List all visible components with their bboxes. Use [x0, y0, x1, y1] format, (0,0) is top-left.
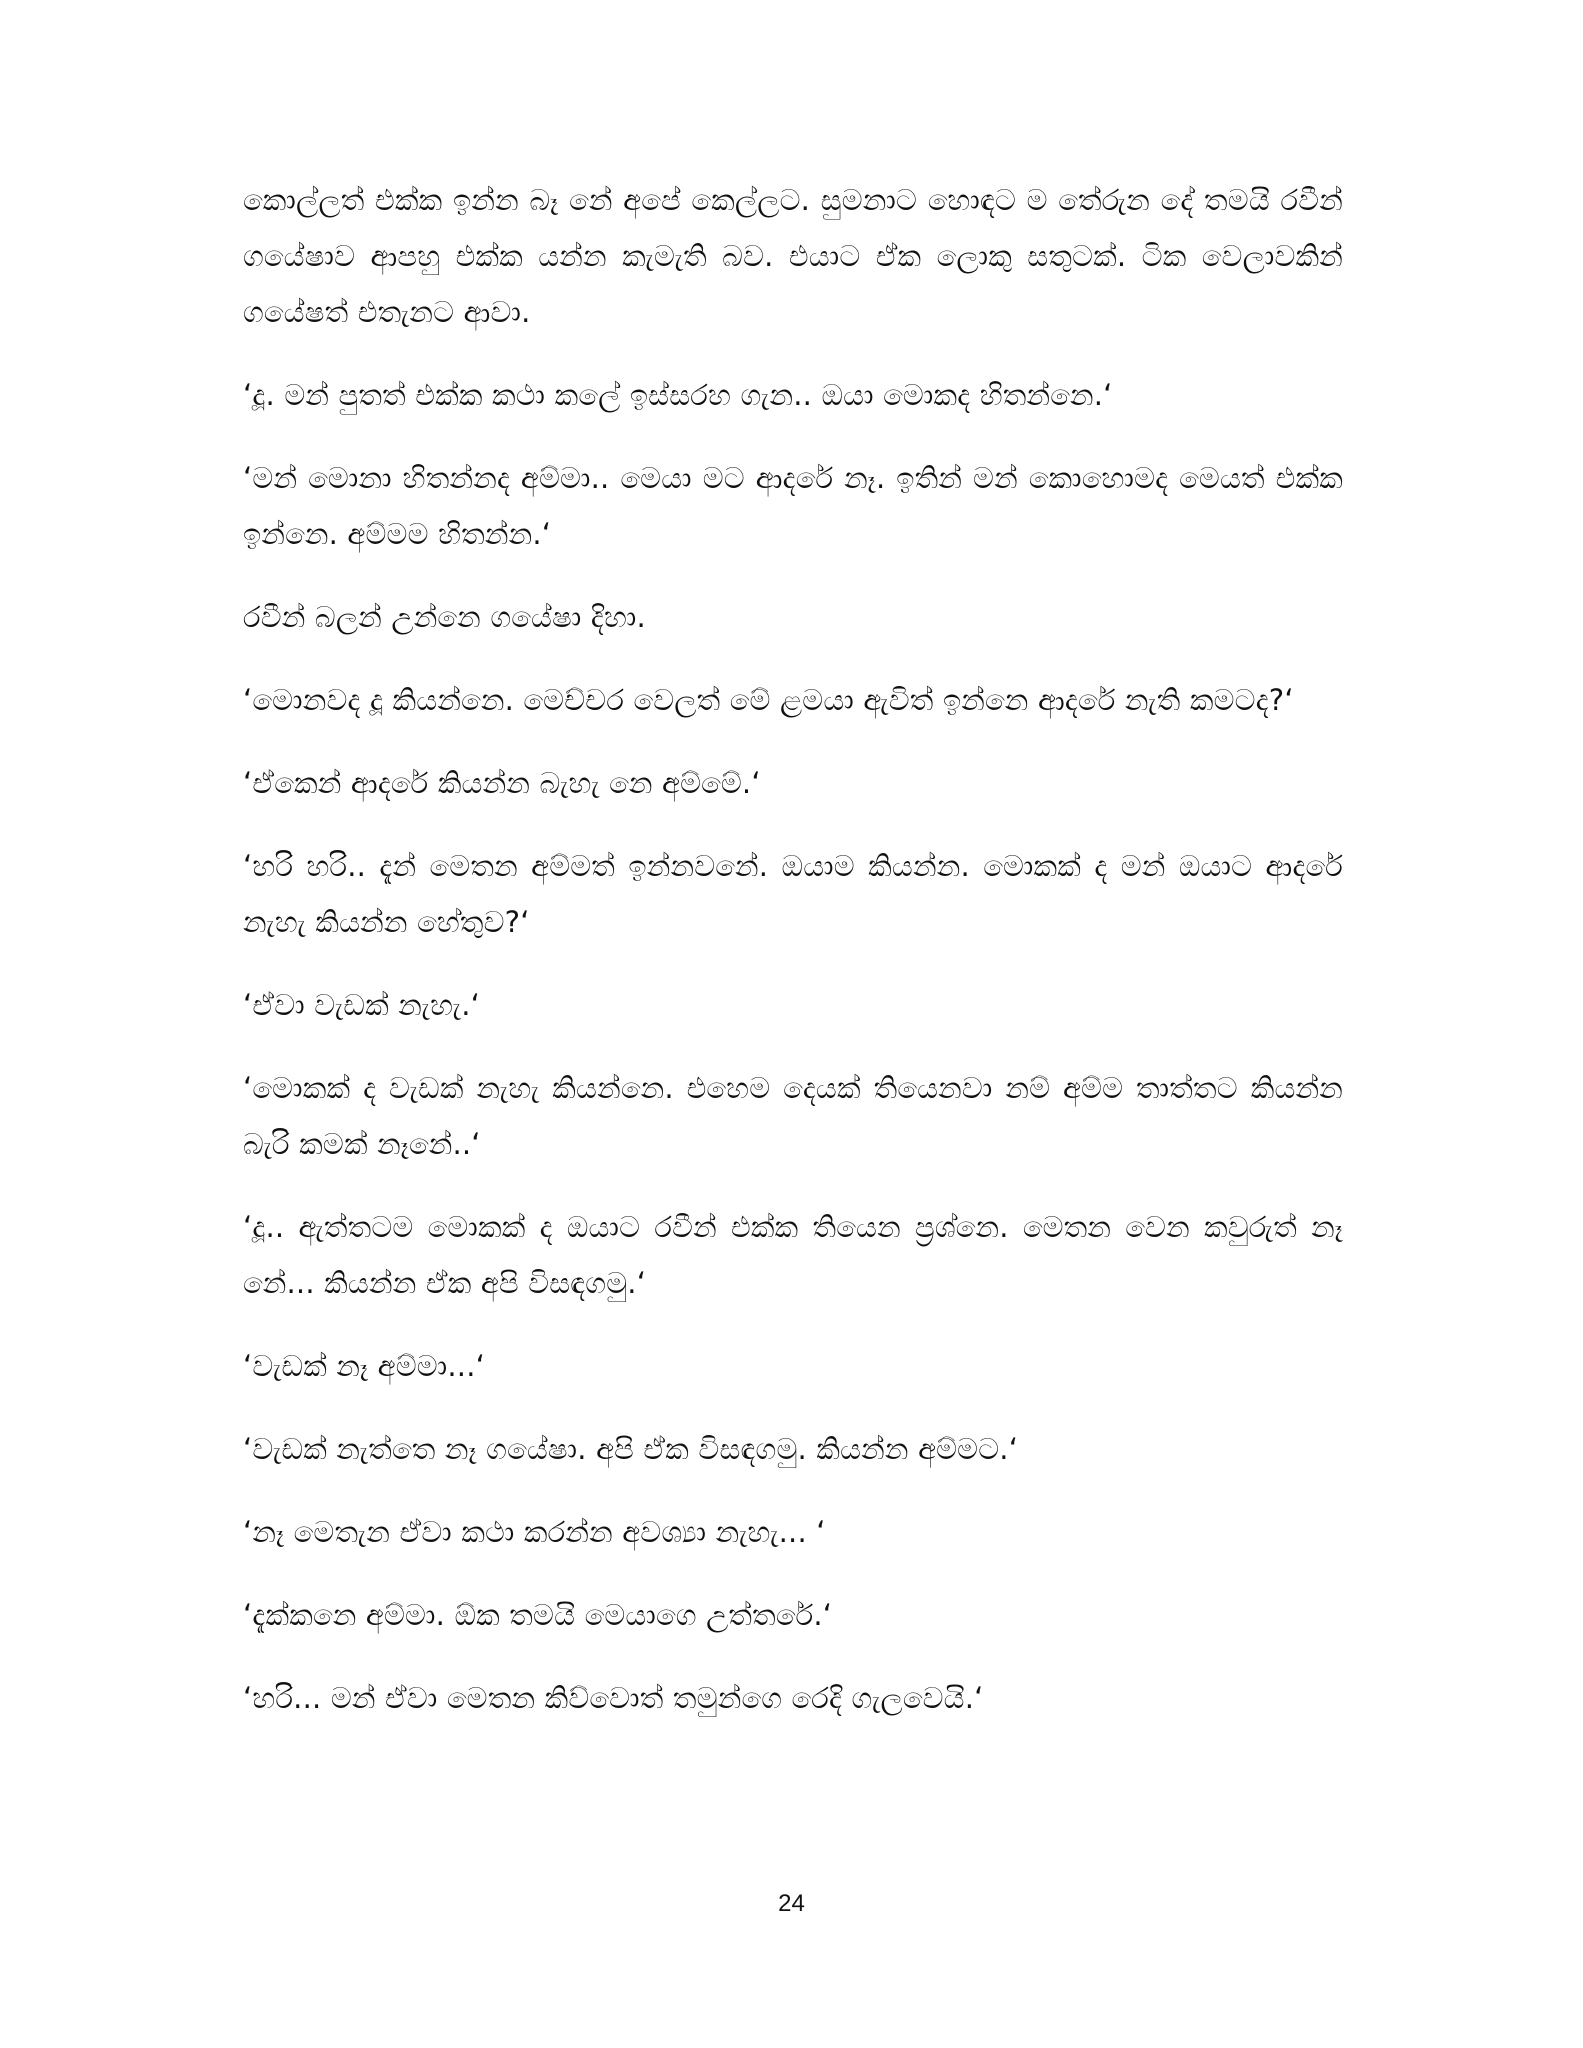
- paragraph: ‘මොකක් ද වැඩක් නැහැ කියන්නෙ. එහෙම දෙයක් තියෙනවා නම් අම්ම තාත්තට කියන්න බැරි කමක් නෑනේ..‘: [243, 1071, 1343, 1161]
- paragraph: ‘ඒකෙන් ආදරේ කියන්න බැහැ නෙ අම්මේ.‘: [243, 766, 761, 800]
- paragraph: ‘හරි... මන් ඒවා මෙතන කිව්වොත් තමුන්ගෙ රෙදි ගැලවෙයි.‘: [243, 1681, 984, 1715]
- paragraph: කොල්ලත් එක්ක ඉන්න බෑ නේ අපේ කෙල්ලට. සුමනාට හොඳට ම තේරුන දේ තමයි රවීන් ගයේෂාව ආපහු එක්ක යන්න කැමැති බව. එයාට ඒක ලොකු සතුටක්. ටික වෙලාවකින් ගයේෂත් එතැනට ආවා.: [243, 183, 1343, 329]
- paragraph: රවීන් බලන් උන්නෙ ගයේෂා දිහා.: [243, 600, 646, 634]
- paragraph: ‘වැඩක් නැත්තෙ නෑ ගයේෂා. අපි ඒක විසඳගමු. කියන්න අම්මට.‘: [243, 1432, 1019, 1466]
- page-number: 24: [778, 1890, 805, 1917]
- paragraph: ‘හරි හරි.. දැන් මෙතන අම්මත් ඉන්නවනේ. ඔයාම කියන්න. මොකක් ද මන් ඔයාට ආදරේ නැහැ කියන්න හේතුව?‘: [243, 849, 1343, 939]
- paragraph: ‘දූ. මන් පුතත් එක්ක කථා කලේ ඉස්සරහ ගැන.. ඔයා මොකද හිතන්නෙ.‘: [243, 378, 1113, 412]
- paragraph: ‘මොනවද දූ කියන්නෙ. මෙච්චර වෙලත් මේ ළමයා ඇවිත් ඉන්නෙ ආදරේ නැති කමටද?‘: [243, 683, 1294, 717]
- paragraph: ‘නෑ මෙතැන ඒවා කථා කරන්න අවශ්‍යා නැහැ... ‘: [243, 1515, 826, 1549]
- paragraph: ‘දූ.. ඇත්තටම මොකක් ද ඔයාට රවීන් එක්ක තියෙන ප්‍රශ්නෙ. මෙතන වෙන කවුරුත් නෑ නේ... කියන්න ඒක අපි විසඳගමු.‘: [243, 1210, 1343, 1300]
- paragraph: ‘වැඩක් නෑ අම්මා...‘: [243, 1349, 486, 1383]
- paragraph: ‘දැක්කනෙ අම්මා. ඕක තමයි මෙයාගෙ උත්තරේ.‘: [243, 1598, 833, 1632]
- body-text: [243, 172, 1343, 1753]
- paragraph: ‘ඒවා වැඩක් නැහැ.‘: [243, 988, 481, 1022]
- paragraph: ‘මන් මොනා හිතන්නද අම්මා.. මෙයා මට ආදරේ නෑ. ඉතින් මන් කොහොමද මෙයත් එක්ක ඉන්නෙ. අම්මම හිතන්න.‘: [243, 461, 1343, 551]
